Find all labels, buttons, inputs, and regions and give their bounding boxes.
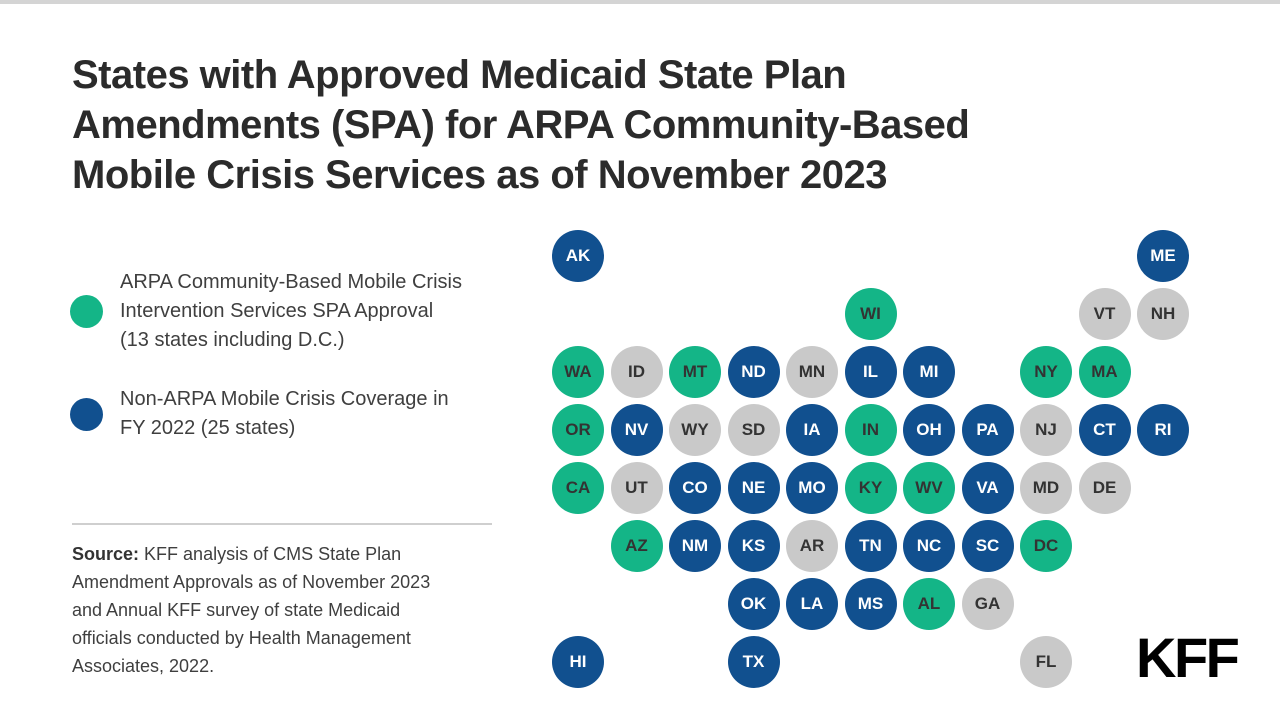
legend-item-non_arpa [70, 385, 480, 443]
state-tile-wi[interactable]: WI [845, 288, 897, 340]
state-tile-oh[interactable]: OH [903, 404, 955, 456]
state-tile-ne[interactable]: NE [728, 462, 780, 514]
state-tile-ak[interactable]: AK [552, 230, 604, 282]
state-tile-tx[interactable]: TX [728, 636, 780, 688]
state-tile-va[interactable]: VA [962, 462, 1014, 514]
state-tile-sd[interactable]: SD [728, 404, 780, 456]
state-tile-map [552, 230, 1192, 690]
state-tile-nv[interactable]: NV [611, 404, 663, 456]
source-text: KFF analysis of CMS State Plan Amendment Approvals as of November 2023 and Annual KFF survey of state Medicaid officials conducted by Health Management Associates, 2022. [72, 544, 431, 676]
legend-item-arpa [70, 268, 480, 355]
legend-swatch-icon [70, 398, 103, 431]
legend [70, 268, 480, 443]
divider-line [72, 523, 492, 525]
state-tile-ks[interactable]: KS [728, 520, 780, 572]
state-tile-al[interactable]: AL [903, 578, 955, 630]
state-tile-hi[interactable]: HI [552, 636, 604, 688]
state-tile-nd[interactable]: ND [728, 346, 780, 398]
state-tile-tn[interactable]: TN [845, 520, 897, 572]
state-tile-co[interactable]: CO [669, 462, 721, 514]
chart-title: States with Approved Medicaid State Plan Amendments (SPA) for ARPA Community-Based Mobile Crisis Services as of November 2023 [72, 53, 970, 197]
state-tile-ca[interactable]: CA [552, 462, 604, 514]
state-tile-in[interactable]: IN [845, 404, 897, 456]
state-tile-ms[interactable]: MS [845, 578, 897, 630]
source-note [72, 540, 462, 680]
state-tile-ia[interactable]: IA [786, 404, 838, 456]
state-tile-de[interactable]: DE [1079, 462, 1131, 514]
state-tile-ut[interactable]: UT [611, 462, 663, 514]
state-tile-la[interactable]: LA [786, 578, 838, 630]
state-tile-id[interactable]: ID [611, 346, 663, 398]
state-tile-dc[interactable]: DC [1020, 520, 1072, 572]
state-tile-ky[interactable]: KY [845, 462, 897, 514]
state-tile-ar[interactable]: AR [786, 520, 838, 572]
state-tile-mo[interactable]: MO [786, 462, 838, 514]
state-tile-ny[interactable]: NY [1020, 346, 1072, 398]
legend-swatch-icon [70, 295, 103, 328]
state-tile-mn[interactable]: MN [786, 346, 838, 398]
state-tile-fl[interactable]: FL [1020, 636, 1072, 688]
state-tile-md[interactable]: MD [1020, 462, 1072, 514]
state-tile-ct[interactable]: CT [1079, 404, 1131, 456]
state-tile-vt[interactable]: VT [1079, 288, 1131, 340]
state-tile-mi[interactable]: MI [903, 346, 955, 398]
state-tile-ri[interactable]: RI [1137, 404, 1189, 456]
state-tile-nh[interactable]: NH [1137, 288, 1189, 340]
state-tile-nm[interactable]: NM [669, 520, 721, 572]
source-label: Source: [72, 544, 140, 564]
state-tile-il[interactable]: IL [845, 346, 897, 398]
state-tile-ok[interactable]: OK [728, 578, 780, 630]
state-tile-or[interactable]: OR [552, 404, 604, 456]
state-tile-wv[interactable]: WV [903, 462, 955, 514]
legend-item-label: ARPA Community-Based Mobile Crisis Intervention Services SPA Approval (13 states including D.C.) [120, 271, 462, 351]
state-tile-ma[interactable]: MA [1079, 346, 1131, 398]
state-tile-me[interactable]: ME [1137, 230, 1189, 282]
top-border-bar [0, 0, 1280, 4]
state-tile-wa[interactable]: WA [552, 346, 604, 398]
state-tile-nc[interactable]: NC [903, 520, 955, 572]
state-tile-ga[interactable]: GA [962, 578, 1014, 630]
state-tile-wy[interactable]: WY [669, 404, 721, 456]
state-tile-sc[interactable]: SC [962, 520, 1014, 572]
state-tile-pa[interactable]: PA [962, 404, 1014, 456]
kff-logo: KFF [1136, 626, 1238, 689]
state-tile-nj[interactable]: NJ [1020, 404, 1072, 456]
legend-item-label: Non-ARPA Mobile Crisis Coverage in FY 2022 (25 states) [120, 388, 449, 439]
state-tile-az[interactable]: AZ [611, 520, 663, 572]
state-tile-mt[interactable]: MT [669, 346, 721, 398]
